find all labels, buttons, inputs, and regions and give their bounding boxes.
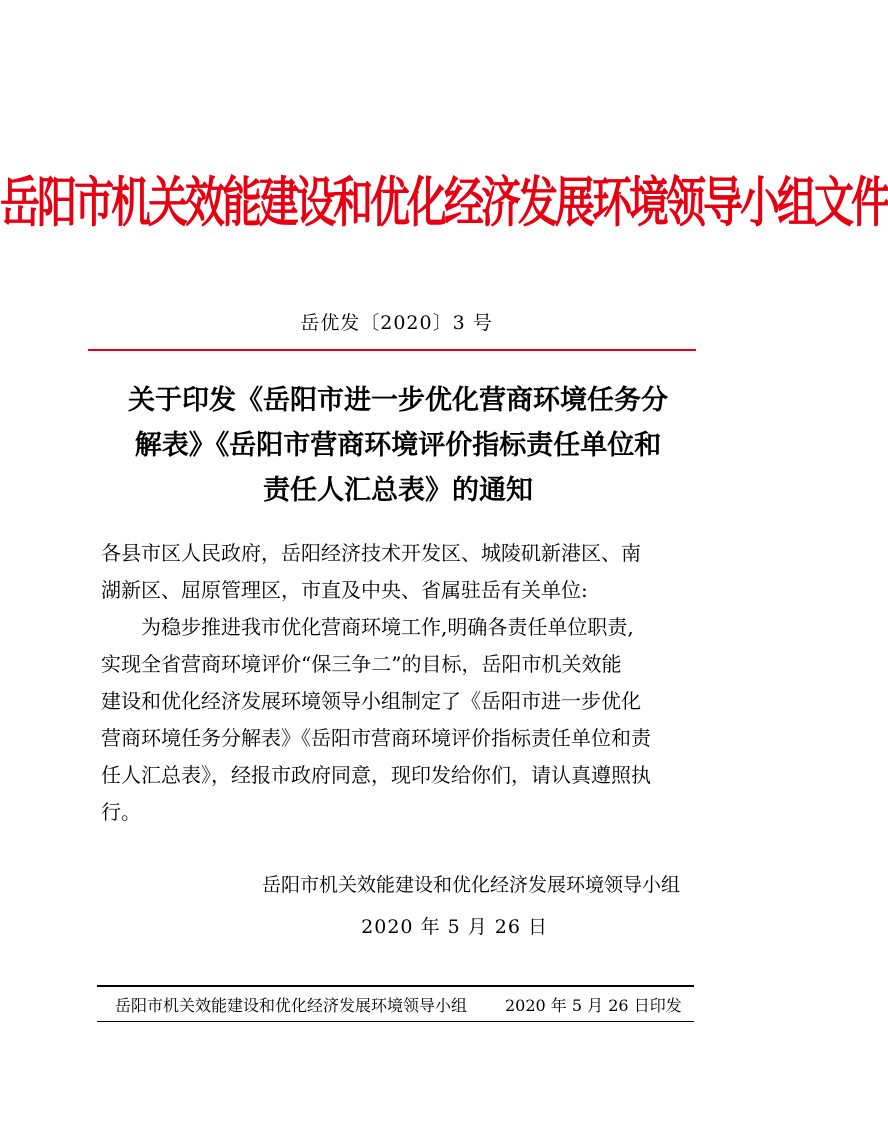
footer-issuer: 岳阳市机关效能建设和优化经济发展环境领导小组 (115, 996, 468, 1015)
body-line: 为稳步推进我市优化营商环境工作,明确各责任单位职责, (101, 615, 634, 639)
footer-top-rule (97, 985, 694, 987)
notice-title-line: 关于印发《岳阳市进一步优化营商环境任务分 (128, 385, 668, 416)
red-separator-line (88, 349, 696, 351)
body-line: 行。 (101, 800, 141, 824)
signature-date: 2020 年 5 月 26 日 (361, 916, 548, 938)
recipients-line: 湖新区、屈原管理区，市直及中央、省属驻岳有关单位: (101, 578, 588, 602)
notice-title-line: 责任人汇总表》的通知 (263, 475, 533, 506)
body-line: 任人汇总表》，经报市政府同意，现印发给你们，请认真遵照执 (101, 763, 651, 787)
body-line: 建设和优化经济发展环境领导小组制定了《岳阳市进一步优化 (101, 689, 641, 713)
footer-bottom-rule (97, 1021, 694, 1022)
footer-print-date: 2020 年 5 月 26 日印发 (505, 996, 682, 1015)
body-line: 营商环境任务分解表》《岳阳市营商环境评价指标责任单位和责 (101, 726, 651, 750)
signature-issuer: 岳阳市机关效能建设和优化经济发展环境领导小组 (261, 874, 680, 896)
document-number: 岳优发〔2020〕3 号 (300, 312, 493, 334)
document-header-title: 岳阳市机关效能建设和优化经济发展环境领导小组文件 (0, 170, 888, 235)
notice-title-line: 解表》《岳阳市营商环境评价指标责任单位和 (134, 430, 662, 461)
recipients-line: 各县市区人民政府，岳阳经济技术开发区、城陵矶新港区、南 (101, 541, 641, 565)
body-paragraph (101, 609, 691, 831)
body-line: 实现全省营商环境评价“保三争二”的目标，岳阳市机关效能 (101, 652, 622, 676)
recipients-block (101, 535, 691, 609)
notice-title (100, 378, 696, 513)
